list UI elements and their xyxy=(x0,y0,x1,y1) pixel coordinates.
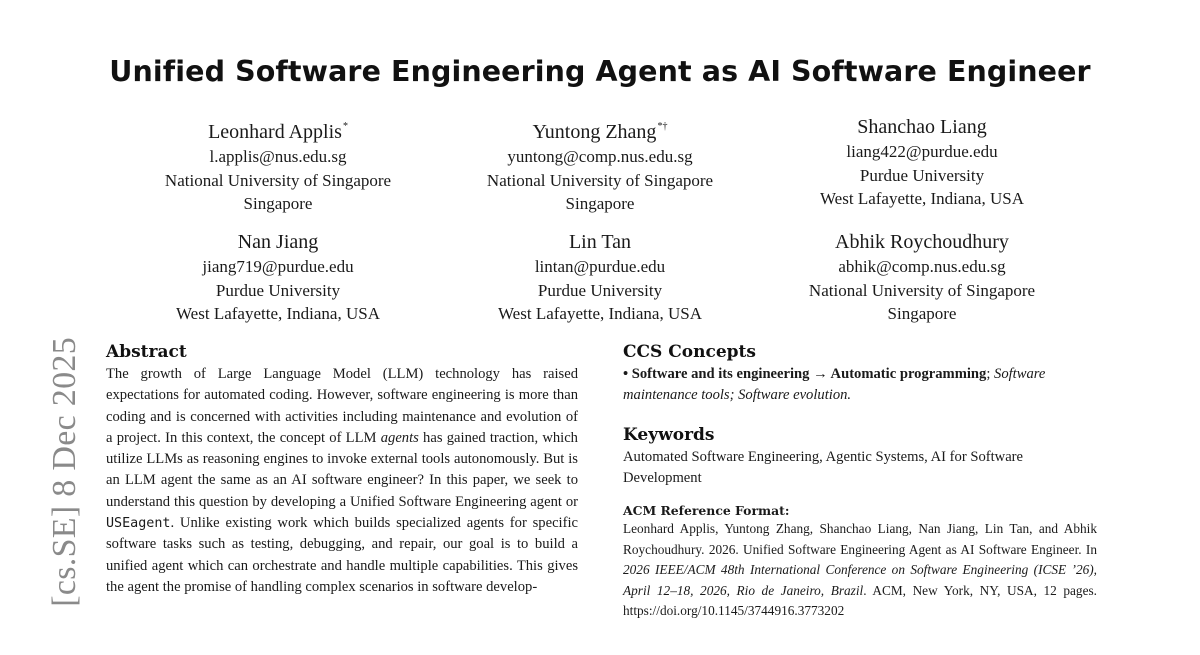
keywords-heading: Keywords xyxy=(623,424,715,445)
author-block xyxy=(128,114,428,216)
author-location: West Lafayette, Indiana, USA xyxy=(176,304,380,323)
author-location: West Lafayette, Indiana, USA xyxy=(498,304,702,323)
acm-reference-heading: ACM Reference Format: xyxy=(623,503,790,519)
abstract-text: The growth of Large Language Model (LLM) technology has raised expectations for automated coding. However, software engineering is more than coding and is concerned with activities including maintenance and evolution of a project. In this context, the concept of LLM agents has gained traction, which utilize LLMs as reasoning engines to invoke external tools autonomously. But is an LLM agent the same as an AI software engineer? In this paper, we seek to understand this question by developing a Unified Software Engineering agent or USEagent. Unlike existing work which builds specialized agents for specific software tasks such as testing, debugging, and repair, our goal is to build a unified agent which can orchestrate and handle multiple capabilities. This gives the agent the promise of handling complex scenarios in software develop- xyxy=(106,366,578,595)
author-block xyxy=(128,229,428,326)
author-block xyxy=(772,114,1072,211)
author-name: Leonhard Applis* xyxy=(208,121,348,143)
abstract-heading: Abstract xyxy=(106,342,187,362)
acm-reference-text: Leonhard Applis, Yuntong Zhang, Shanchao Liang, Nan Jiang, Lin Tan, and Abhik Roychoudhury. 2026. Unified Software Engineering Agent as AI Software Engineer. In 2026 IEEE/ACM 48th International Conference on Software Engineering (ICSE ’26), April 12–18, 2026, Rio de Janeiro, Brazil. ACM, New York, NY, USA, 12 pages. https://doi.org/10.1145/3744916.3773202 xyxy=(623,521,1097,619)
author-email: l.applis@nus.edu.sg xyxy=(209,147,347,166)
author-name: Shanchao Liang xyxy=(857,116,987,138)
paper-title: Unified Software Engineering Agent as AI Software Engineer xyxy=(109,55,1091,88)
author-email: lintan@purdue.edu xyxy=(534,257,666,276)
arxiv-stamp-text: [cs.SE] 8 Dec 2025 xyxy=(46,337,83,607)
keywords-text: Automated Software Engineering, Agentic Systems, AI for Software Development xyxy=(623,448,1024,486)
author-location: West Lafayette, Indiana, USA xyxy=(820,189,1024,208)
author-name: Lin Tan xyxy=(568,231,632,253)
arxiv-stamp xyxy=(46,337,83,652)
author-email: liang422@purdue.edu xyxy=(846,142,998,161)
author-affiliation: Purdue University xyxy=(537,280,663,300)
author-email: jiang719@purdue.edu xyxy=(202,257,354,276)
author-block xyxy=(450,229,750,326)
author-block xyxy=(450,114,750,216)
author-location: Singapore xyxy=(565,194,635,213)
author-name: Nan Jiang xyxy=(237,231,319,253)
author-email: yuntong@comp.nus.edu.sg xyxy=(507,147,693,166)
author-location: Singapore xyxy=(243,194,313,213)
ccs-text: • Software and its engineering → Automatic programming; Software maintenance tools; Software evolution. xyxy=(623,366,1046,404)
author-email: abhik@comp.nus.edu.sg xyxy=(838,257,1006,276)
ccs-heading: CCS Concepts xyxy=(623,342,756,362)
abstract-section xyxy=(106,340,578,598)
author-affiliation: Purdue University xyxy=(215,280,341,300)
author-name: Abhik Roychoudhury xyxy=(835,231,1009,253)
author-affiliation: Purdue University xyxy=(859,165,985,185)
author-name: Yuntong Zhang*† xyxy=(532,121,668,143)
author-affiliation: National University of Singapore xyxy=(808,280,1036,300)
author-block xyxy=(772,229,1072,326)
author-location: Singapore xyxy=(887,304,957,323)
right-column xyxy=(623,340,1097,622)
author-affiliation: National University of Singapore xyxy=(164,170,392,190)
author-affiliation: National University of Singapore xyxy=(486,170,714,190)
